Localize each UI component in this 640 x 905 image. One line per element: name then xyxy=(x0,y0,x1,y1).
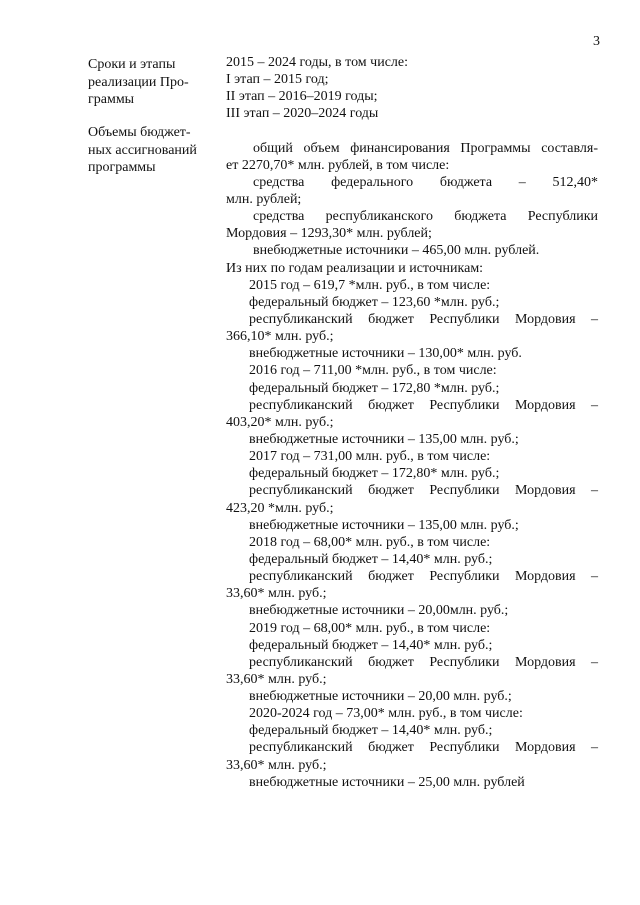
text-line: республиканский бюджет Республики Мордовия – xyxy=(249,397,598,413)
text-line: внебюджетные источники – 130,00* млн. руб. xyxy=(249,346,522,362)
text-line: 2017 год – 731,00 млн. руб., в том числе: xyxy=(249,449,491,465)
text-line: внебюджетные источники – 20,00 млн. руб.; xyxy=(249,689,512,705)
label-line: граммы xyxy=(88,92,135,107)
text-line: Из них по годам реализации и источникам: xyxy=(226,260,484,276)
text-line: 2018 год – 68,00* млн. руб., в том числе: xyxy=(249,534,491,550)
text-line: федеральный бюджет – 14,40* млн. руб.; xyxy=(249,637,493,653)
text-line: 423,20 *млн. руб.; xyxy=(226,500,334,516)
timing-line: I этап – 2015 год; xyxy=(226,72,329,88)
label-line: программы xyxy=(88,160,156,175)
timing-line: 2015 – 2024 годы, в том числе: xyxy=(226,55,408,70)
text-line: федеральный бюджет – 172,80* млн. руб.; xyxy=(249,466,500,482)
spacer xyxy=(226,123,598,140)
text-line: республиканский бюджет Республики Мордовия – xyxy=(249,569,598,585)
label-line: ных ассигнований xyxy=(88,142,197,158)
text-line: внебюджетные источники – 135,00 млн. руб.; xyxy=(249,517,519,533)
timing-line: III этап – 2020–2024 годы xyxy=(226,106,379,122)
text-line: 2016 год – 711,00 *млн. руб., в том числе: xyxy=(249,363,497,379)
program-details xyxy=(226,54,598,791)
text-line: федеральный бюджет – 123,60 *млн. руб.; xyxy=(249,294,500,310)
text-line: ет 2270,70* млн. рублей, в том числе: xyxy=(226,157,450,173)
label-line: реализации Про- xyxy=(88,74,189,90)
timing-line: II этап – 2016–2019 годы; xyxy=(226,89,378,105)
text-line: 2015 год – 619,7 *млн. руб., в том числе: xyxy=(249,277,491,293)
text-line: федеральный бюджет – 14,40* млн. руб.; xyxy=(249,723,493,739)
text-line: федеральный бюджет – 14,40* млн. руб.; xyxy=(249,551,493,567)
text-line: Мордовия – 1293,30* млн. рублей; xyxy=(226,226,432,242)
text-line: средства республиканского бюджета Республики xyxy=(253,209,598,225)
text-line: республиканский бюджет Республики Мордовия – xyxy=(249,740,598,756)
text-line: 2019 год – 68,00* млн. руб., в том числе: xyxy=(249,620,491,636)
text-line: млн. рублей; xyxy=(226,191,302,207)
text-line: внебюджетные источники – 20,00млн. руб.; xyxy=(249,603,509,619)
text-line: общий объем финансирования Программы составля- xyxy=(253,140,598,156)
label-budget xyxy=(88,124,216,177)
text-line: 33,60* млн. руб.; xyxy=(226,671,327,687)
text-line: республиканский бюджет Республики Мордовия – xyxy=(249,654,598,670)
text-line: республиканский бюджет Республики Мордовия – xyxy=(249,311,598,327)
label-timing xyxy=(88,56,216,109)
text-line: 2020-2024 год – 73,00* млн. руб., в том числе: xyxy=(249,706,523,722)
text-line: внебюджетные источники – 465,00 млн. рублей. xyxy=(253,243,540,259)
text-line: 403,20* млн. руб.; xyxy=(226,414,334,430)
text-line: федеральный бюджет – 172,80 *млн. руб.; xyxy=(249,380,500,396)
text-line: средства федерального бюджета – 512,40* xyxy=(253,174,598,190)
text-line: внебюджетные источники – 135,00 млн. руб.; xyxy=(249,431,519,447)
page-number: 3 xyxy=(593,34,600,49)
text-line: республиканский бюджет Республики Мордовия – xyxy=(249,483,598,499)
label-line: Сроки и этапы xyxy=(88,57,176,72)
text-line: 33,60* млн. руб.; xyxy=(226,757,327,773)
text-line: 366,10* млн. руб.; xyxy=(226,329,334,345)
text-line: внебюджетные источники – 25,00 млн. рублей xyxy=(249,774,525,790)
text-line: 33,60* млн. руб.; xyxy=(226,586,327,602)
label-line: Объемы бюджет- xyxy=(88,125,191,140)
